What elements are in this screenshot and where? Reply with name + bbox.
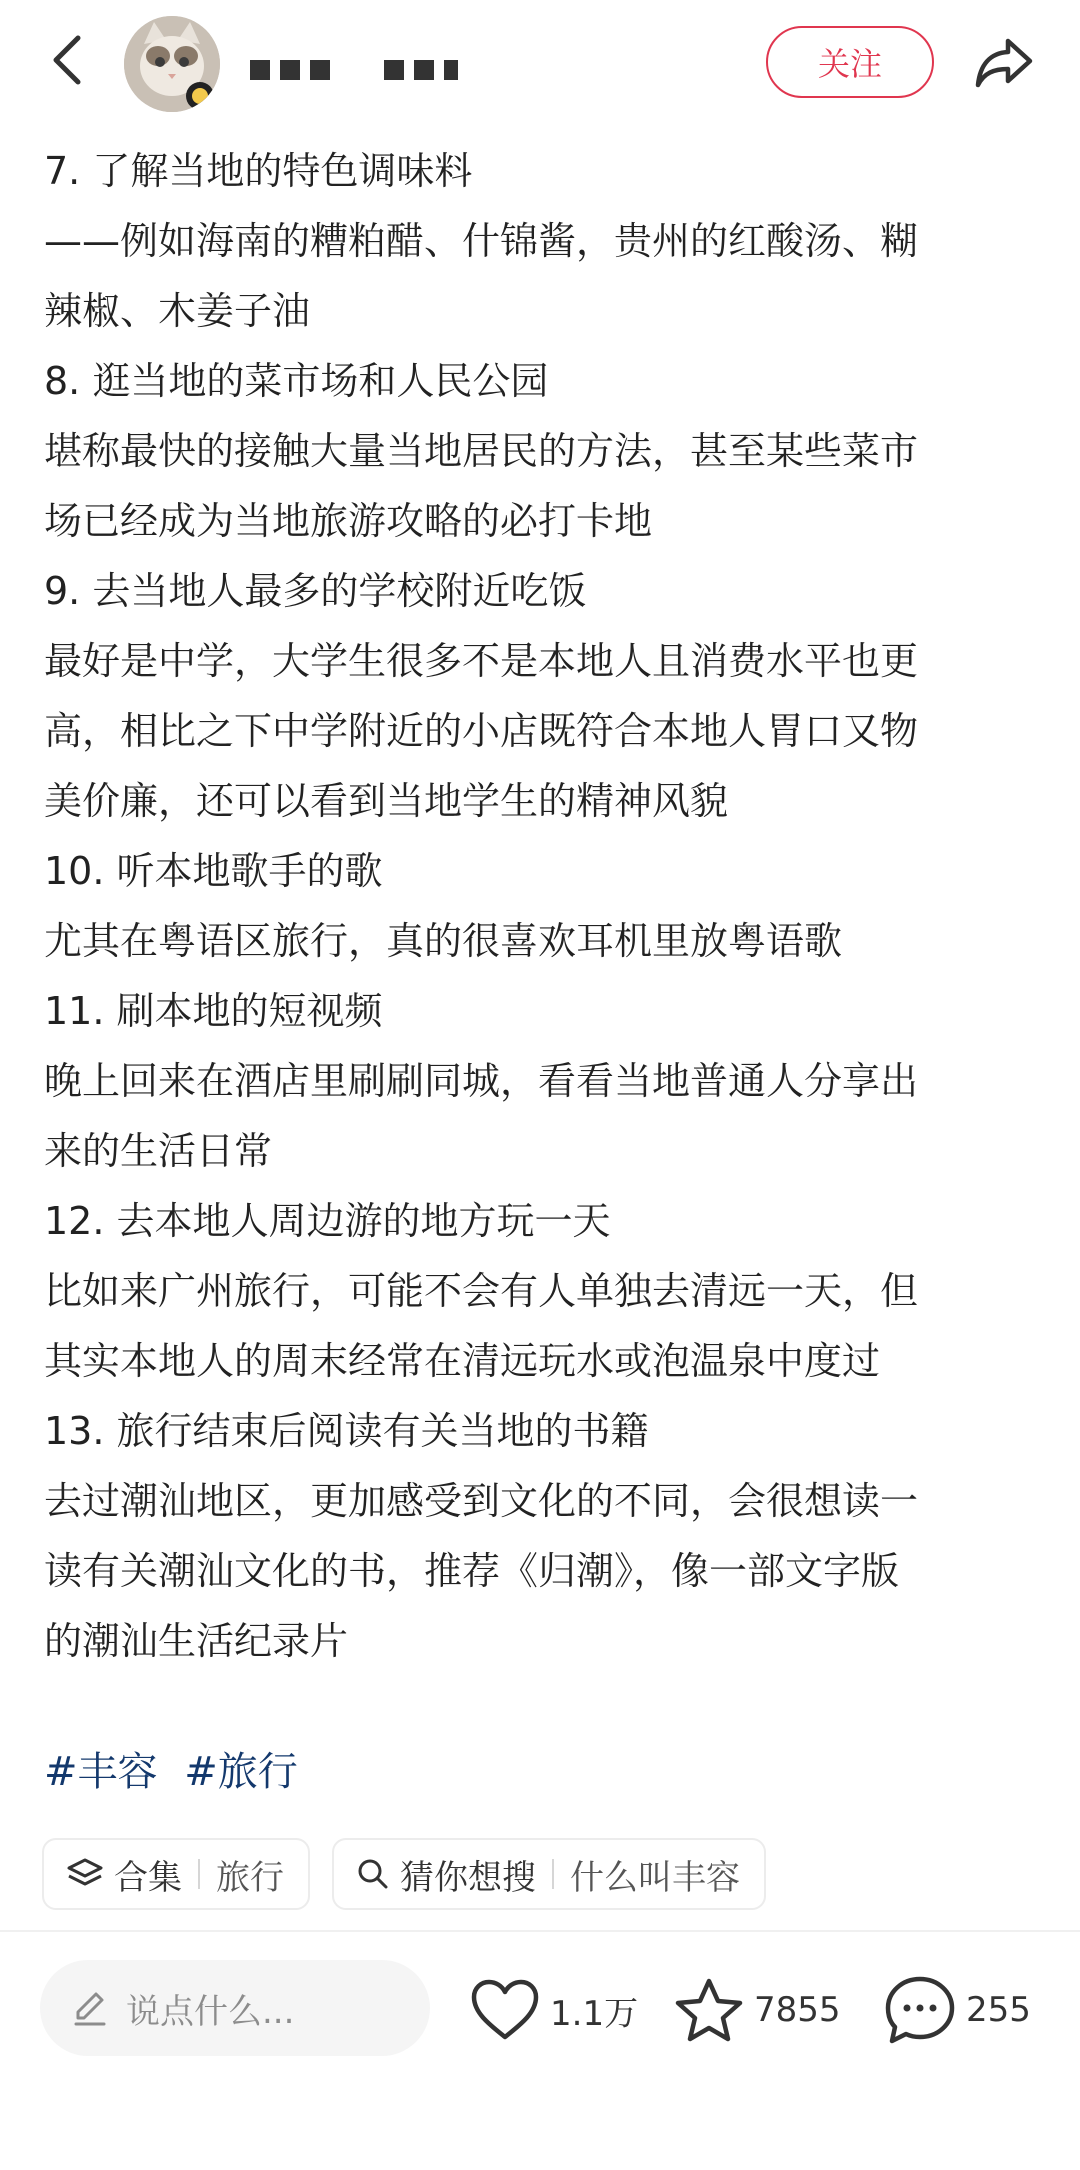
pencil-icon	[70, 1988, 110, 2028]
cat-avatar-image	[124, 16, 220, 112]
redaction-mark	[250, 60, 270, 80]
post-line: 11. 刷本地的短视频	[44, 989, 383, 1033]
comment-placeholder: 说点什么...	[126, 1991, 295, 2032]
post-line: 去过潮汕地区，更加感受到文化的不同，会很想读一	[44, 1479, 919, 1523]
post-line: 尤其在粤语区旅行，真的很喜欢耳机里放粤语歌	[44, 919, 843, 963]
post-line: 美价廉，还可以看到当地学生的精神风貌	[44, 779, 729, 823]
hashtag-link[interactable]: #旅行	[184, 1749, 298, 1795]
post-line: 13. 旅行结束后阅读有关当地的书籍	[44, 1409, 649, 1453]
collection-chip[interactable]	[42, 1838, 310, 1910]
post-line: 7. 了解当地的特色调味料	[44, 149, 473, 193]
star-icon	[674, 1977, 744, 2043]
collection-value: 旅行	[216, 1857, 284, 1898]
post-line: 堪称最快的接触大量当地居民的方法，甚至某些菜市	[44, 429, 919, 473]
comment-button[interactable]	[884, 1970, 1031, 2050]
comment-input[interactable]	[40, 1960, 430, 2056]
post-line: 读有关潮汕文化的书，推荐《归潮》，像一部文字版	[44, 1549, 900, 1593]
post-line: 来的生活日常	[44, 1129, 273, 1173]
hashtag-row	[44, 1742, 312, 1802]
post-line: 9. 去当地人最多的学校附近吃饭	[44, 569, 587, 613]
post-body	[44, 136, 1044, 1676]
bottom-action-bar	[0, 1932, 1080, 2170]
collection-label: 合集	[114, 1857, 182, 1898]
chip-divider	[198, 1859, 200, 1889]
post-line: 8. 逛当地的菜市场和人民公园	[44, 359, 549, 403]
post-line: 场已经成为当地旅游攻略的必打卡地	[44, 499, 653, 543]
redaction-mark	[384, 60, 404, 80]
post-line: 高，相比之下中学附近的小店既符合本地人胃口又物	[44, 709, 919, 753]
post-line: 其实本地人的周末经常在清远玩水或泡温泉中度过	[44, 1339, 881, 1383]
post-line: 12. 去本地人周边游的地方玩一天	[44, 1199, 611, 1243]
post-line: 晚上回来在酒店里刷刷同城，看看当地普通人分享出	[44, 1059, 919, 1103]
search-icon	[356, 1857, 390, 1891]
suggested-search-label: 猜你想搜	[400, 1857, 536, 1898]
chip-divider	[552, 1859, 554, 1889]
top-nav-bar	[0, 0, 1080, 140]
favorite-count: 7855	[754, 1990, 841, 2030]
post-line: 辣椒、木姜子油	[44, 289, 311, 333]
redaction-mark	[280, 60, 300, 80]
like-count: 1.1万	[550, 1993, 639, 2034]
post-line: 的潮汕生活纪录片	[44, 1619, 349, 1663]
chevron-left-icon	[48, 32, 88, 88]
like-button[interactable]	[470, 1970, 638, 2050]
layers-icon	[66, 1857, 104, 1891]
author-avatar[interactable]	[124, 16, 220, 112]
post-line: 比如来广州旅行，可能不会有人单独去清远一天，但	[44, 1269, 919, 1313]
follow-button[interactable]: 关注	[766, 26, 934, 98]
related-chips	[42, 1838, 766, 1910]
speech-bubble-icon	[884, 1975, 956, 2045]
redaction-mark	[444, 60, 458, 80]
suggested-search-chip[interactable]	[332, 1838, 766, 1910]
back-button[interactable]	[38, 30, 98, 90]
post-line: ——例如海南的糟粕醋、什锦酱，贵州的红酸汤、糊	[44, 219, 919, 263]
share-icon	[974, 35, 1034, 89]
heart-icon	[470, 1979, 540, 2041]
post-line: 10. 听本地歌手的歌	[44, 849, 383, 893]
suggested-search-value: 什么叫丰容	[570, 1857, 740, 1898]
share-button[interactable]	[968, 26, 1040, 98]
redaction-mark	[414, 60, 434, 80]
author-name-redacted[interactable]	[250, 60, 468, 80]
redaction-mark	[310, 60, 330, 80]
comment-count: 255	[966, 1990, 1031, 2030]
hashtag-link[interactable]: #丰容	[44, 1749, 158, 1795]
favorite-button[interactable]	[674, 1970, 841, 2050]
post-line: 最好是中学，大学生很多不是本地人且消费水平也更	[44, 639, 919, 683]
